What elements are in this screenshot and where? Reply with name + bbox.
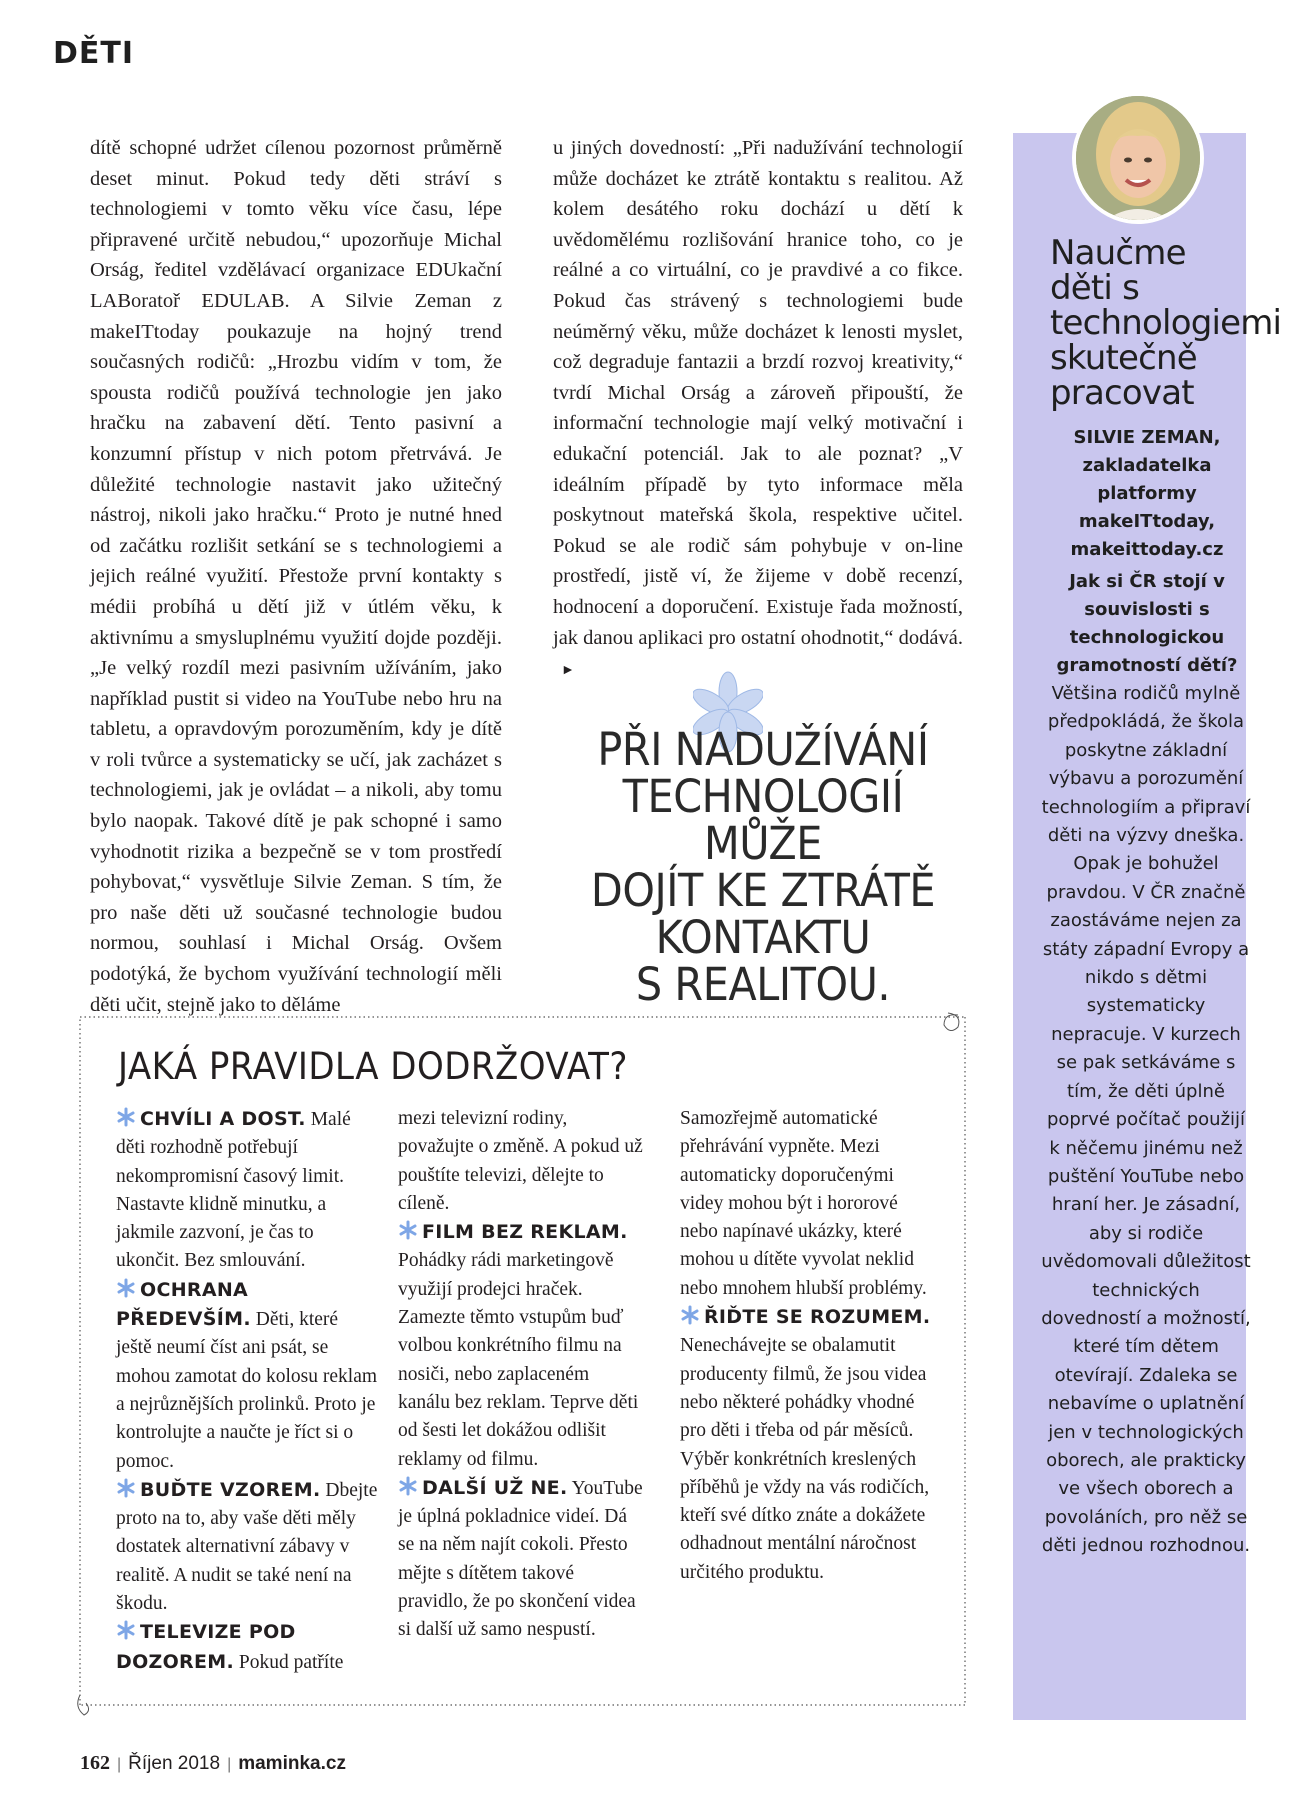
portrait-photo — [1076, 96, 1200, 220]
issue-date: Říjen 2018 — [128, 1753, 221, 1774]
footer-separator: | — [227, 1756, 232, 1773]
sidebar-question: Jak si ČR stojí v souvislosti s technologickou gramotností dětí? — [1056, 571, 1238, 676]
asterisk-flower-icon — [116, 1620, 136, 1640]
rule-text: mezi televizní rodiny, považujte o změně. A pokud už pouštíte televizi, dělejte to cíleně. — [398, 1108, 643, 1214]
asterisk-flower-icon — [116, 1478, 136, 1498]
rules-title: JAKÁ PRAVIDLA DODRŽOVAT? — [118, 1045, 628, 1088]
rule-heading: ŘIĎTE SE ROZUMEM. — [704, 1306, 931, 1329]
pull-quote-line: S REALITOU. — [635, 958, 891, 1011]
author-site: makeittoday.cz — [1070, 539, 1224, 560]
section-label: DĚTI — [53, 36, 135, 71]
pull-quote — [565, 723, 961, 1011]
rule-text: Malé děti rozhodně potřebují nekompromisní časový limit. Nastavte klidně minutku, a jakmile zazvoní, je čas to ukončit. Bez smlouvání. — [116, 1109, 351, 1272]
article-column-1: dítě schopné udržet cílenou pozornost průměrně deset minut. Pokud tedy děti stráví s technologiemi v tomto věku více času, lépe připravené určitě nebudou,“ upozorňuje Michal Orság, ředitel vzdělávací organizace EDUkační LABoratoř EDULAB. A Silvie Zeman z makeITtoday poukazuje na hojný trend současných rodičů: „Hrozbu vidím v tom, že spousta rodičů používá technologie jen jako hračku na zabavení dětí. Tento pasivní a konzumní přístup v nich potom přetrvává. Je důležité technologie nastavit jako užitečný nástroj, nikoli jako hračku.“ Proto je nutné hned od začátku rozlišit setkání se s technologiemi a jejich reálné využití. Přestože první kontakty s médii probíhá u dětí již v útlém věku, k aktivnímu a smysluplnému využití dojde později. „Je velký rozdíl mezi pasivním užíváním, jako například pustit si video na YouTube nebo hru na tabletu, a opravdovým porozuměním, kdy je dítě v roli tvůrce a systematicky se učí, jak zacházet s technologiemi, jak je ovládat – a nikoli, aby tomu bylo naopak. Takové dítě je pak schopné i samo vyhodnotit rizika a bezpečně se v tom prostředí pohybovat,“ vysvětluje Silvie Zeman. S tím, že pro naše děti už současné technologie budou normou, souhlasí i Michal Orság. Ovšem podotýká, že bychom využívání technologií měli děti učit, stejně jako to děláme — [90, 137, 502, 1016]
page-footer — [80, 1752, 346, 1775]
rule-heading: OCHRANA PŘEDEVŠÍM. — [116, 1278, 251, 1331]
rule-text: Nenechávejte se obalamutit producenty filmů, že jsou videa nebo některé pohádky vhodné pro děti i třeba od pár měsíců. Výběr konkrétních kreslených příběhů je vždy na vás rodičích, kteří své dítko znáte a dokážete odhadnout mentální náročnost určitého produktu. — [680, 1335, 930, 1583]
rule-text: Dbejte proto na to, aby vaše děti měly dostatek alternativní zábavy v realitě. A nudit se také není na škodu. — [116, 1479, 378, 1615]
rule-heading: CHVÍLI A DOST. — [140, 1108, 306, 1130]
rule-heading: FILM BEZ REKLAM. — [422, 1221, 628, 1244]
avatar — [1072, 92, 1204, 224]
continue-arrow-icon: ► — [561, 663, 575, 679]
pull-quote-line: TECHNOLOGIÍ MŮŽE — [622, 770, 904, 870]
rule-text: YouTube je úplná pokladnice videí. Dá se na něm najít cokoli. Přesto mějte s dítětem takové pravidlo, že po skončení videa si další už samo nespustí. — [398, 1477, 643, 1641]
rule-heading: BUĎTE VZOREM. — [140, 1478, 321, 1501]
rule-text: Pokud patříte — [234, 1651, 344, 1673]
asterisk-flower-icon — [116, 1107, 136, 1127]
rule-text: Děti, které ještě neumí číst ani psát, se mohou zamotat do kolosu reklam a nejrůznějších prolinků. Proto je kontrolujte a naučte je říct si o pomoc. — [116, 1309, 378, 1472]
asterisk-flower-icon — [116, 1278, 136, 1298]
asterisk-flower-icon — [398, 1476, 418, 1496]
rules-column-2 — [398, 1105, 643, 1645]
author-role: zakladatelka platformy makeITtoday, — [1078, 455, 1216, 532]
pull-quote-line: PŘI NADUŽÍVÁNÍ — [597, 723, 929, 776]
pull-quote-line: DOJÍT KE ZTRÁTĚ — [590, 864, 936, 917]
author-name: SILVIE ZEMAN, — [1073, 427, 1221, 448]
article-column-2 — [553, 133, 963, 687]
page-number: 162 — [80, 1752, 110, 1774]
magazine-site: maminka.cz — [238, 1753, 346, 1774]
rules-column-3 — [680, 1105, 935, 1587]
sidebar-answer: Většina rodičů mylně předpokládá, že škola poskytne základní výbavu a porozumění technologiím a připraví děti na výzvy dneška. Opak je bohužel pravdou. V ČR značně zaostáváme nejen za státy západní Evropy a nikdo s dětmi systematicky nepracuje. V kurzech se pak setkáváme s tím, že děti úplně poprvé počítač použijí k něčemu jinému než puštění YouTube nebo hraní her. Je zásadní, aby si rodiče uvědomovali důležitost technických dovedností a možností, které tím dětem otevírají. Zdaleka se nebavíme o uplatnění jen v technologických oborech, ale prakticky ve všech oborech a povoláních, pro něž se děti jednou rozhodnou. — [1041, 683, 1251, 1557]
rule-heading: TELEVIZE POD DOZOREM. — [116, 1621, 296, 1673]
rule-text: Pohádky rádi marketingově využijí prodejci hraček. Zamezte těmto vstupům buď volbou konkrétního filmu na nosiči, nebo zaplaceném kanálu bez reklam. Teprve děti od šesti let dokážou odlišit reklamy od filmu. — [398, 1250, 639, 1470]
pull-quote-line: KONTAKTU — [655, 911, 871, 964]
rule-heading: DALŠÍ UŽ NE. — [422, 1476, 568, 1499]
rule-text: Samozřejmě automatické přehrávání vypněte. Mezi automaticky doporučenými videy mohou být i hororové nebo napínavé ukázky, které mohou u dítěte vyvolat neklid nebo mnohem hlubší problémy. — [680, 1108, 927, 1299]
footer-separator: | — [117, 1756, 122, 1773]
asterisk-flower-icon — [680, 1305, 700, 1325]
sidebar-title: Naučme děti s technologiemi skutečně pracovat — [1050, 233, 1282, 413]
asterisk-flower-icon — [398, 1220, 418, 1240]
sidebar-author — [1052, 424, 1242, 564]
rules-box — [70, 1005, 980, 1720]
rules-column-1 — [116, 1105, 378, 1677]
article-column-2-text — [553, 133, 963, 687]
article-column-2-body: u jiných dovedností: „Při nadužívání technologií může docházet ke ztrátě kontaktu s realitou. Až kolem desátého roku dochází u dětí k uvědomělému rozlišování hranice toho, co je reálné a co virtuální, co je pravdivé a co fikce. Pokud čas strávený s technologiemi bude neúměrný věku, může docházet k lenosti myslet, což degraduje fantazii a brzdí rozvoj kreativity,“ tvrdí Michal Orság a zároveň připouští, že informační technologie mají velký motivační i edukační potenciál. Jak to ale poznat? „V ideálním případě by tyto informace měla poskytnout mateřská škola, respektive učitel. Pokud se ale rodič sám pohybuje v on-line prostředí, jistě ví, že žijeme v době recenzí, hodnocení a doporučení. Existuje řada možností, jak danou aplikaci pro ostatní ohodnotit,“ dodává. — [553, 137, 963, 649]
